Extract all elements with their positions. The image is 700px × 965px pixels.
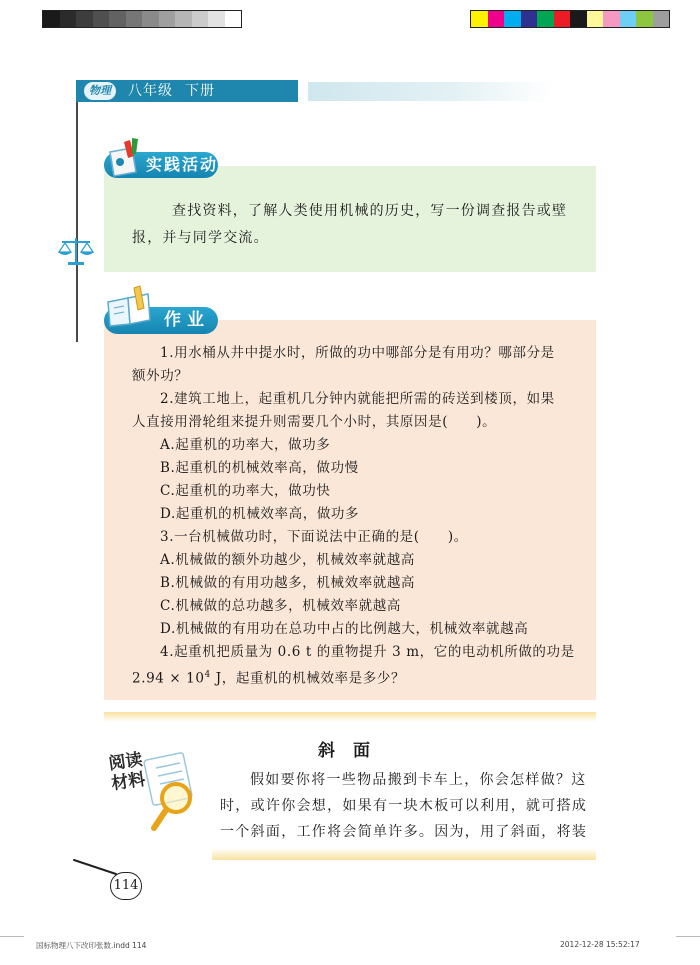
- open-book-icon: [104, 284, 154, 328]
- gray-swatch: [126, 11, 143, 27]
- subject-tab: 物理: [84, 82, 116, 100]
- color-swatch: [537, 11, 554, 27]
- gray-swatch: [225, 11, 242, 27]
- practice-line-2: 报，并与同学交流。: [132, 230, 269, 246]
- grade-label: 八年级: [128, 83, 173, 99]
- gray-swatch: [208, 11, 225, 27]
- homework-title: 作业: [164, 310, 210, 330]
- reading-top-band: [104, 712, 596, 722]
- balance-scale-icon: [58, 236, 94, 266]
- homework-option: C.起重机的功率大，做功快: [160, 483, 331, 499]
- gray-swatch: [159, 11, 176, 27]
- homework-option: A.起重机的功率大，做功多: [160, 437, 331, 453]
- header-grade: [128, 80, 215, 102]
- gray-swatch: [76, 11, 93, 27]
- page-number: 114: [110, 872, 142, 900]
- reading-bottom-band: [212, 848, 596, 860]
- work-question: J，起重机的机械效率是多少？: [210, 670, 406, 687]
- practice-activity-title: 实践活动: [146, 155, 219, 174]
- color-swatch: [570, 11, 587, 27]
- homework-line-last: [132, 664, 405, 686]
- reading-badge-line-2: 材料: [110, 769, 147, 795]
- reading-badge-line-1: 阅读: [107, 749, 144, 775]
- color-swatch: [504, 11, 521, 27]
- gray-swatch: [192, 11, 209, 27]
- homework-line: 4.起重机把质量为 0.6 t 的重物提升 3 m，它的电动机所做的功是: [160, 644, 575, 660]
- color-swatch: [620, 11, 637, 27]
- crop-mark: [0, 936, 24, 937]
- homework-option: D.起重机的机械效率高，做功多: [160, 506, 360, 522]
- gray-registration-strip: [42, 10, 242, 28]
- homework-line: 额外功？: [132, 368, 189, 384]
- homework-line: 人直接用滑轮组来提升则需要几个小时，其原因是( )。: [132, 414, 497, 430]
- color-swatch: [488, 11, 505, 27]
- footer-timestamp: 2012-12-28 15:52:17: [560, 940, 640, 949]
- homework-line: 3.一台机械做功时，下面说法中正确的是( )。: [160, 529, 468, 545]
- reading-line: 一个斜面，工作将会简单许多。因为，用了斜面，将装: [220, 824, 588, 840]
- color-registration-strip: [470, 10, 670, 28]
- color-swatch: [603, 11, 620, 27]
- work-value: 2.94 × 10: [132, 670, 205, 687]
- reading-line: 假如要你将一些物品搬到卡车上，你会怎样做？这: [250, 772, 587, 788]
- homework-line: 2.建筑工地上，起重机几分钟内就能把所需的砖送到楼顶，如果: [160, 391, 555, 407]
- color-swatch: [521, 11, 538, 27]
- footer-filename: 国标物理八下改印张数.indd 114: [36, 941, 147, 950]
- color-swatch: [653, 11, 670, 27]
- gray-swatch: [175, 11, 192, 27]
- reading-badge-text: [107, 750, 146, 794]
- gray-swatch: [43, 11, 60, 27]
- gray-swatch: [93, 11, 110, 27]
- practice-activity-text: [132, 198, 582, 252]
- color-swatch: [471, 11, 488, 27]
- gray-swatch: [142, 11, 159, 27]
- homework-option: B.机械做的有用功越多，机械效率就越高: [160, 575, 416, 591]
- homework-line: 1.用水桶从井中提水时，所做的功中哪部分是有用功？哪部分是: [160, 345, 555, 361]
- gray-swatch: [109, 11, 126, 27]
- margin-rule: [76, 102, 78, 342]
- practice-line-1: 查找资料，了解人类使用机械的历史，写一份调查报告或壁: [172, 203, 568, 219]
- gray-swatch: [60, 11, 77, 27]
- homework-option: C.机械做的总功越多，机械效率就越高: [160, 598, 401, 614]
- reading-title: 斜面: [318, 741, 388, 761]
- homework-option: D.机械做的有用功在总功中占的比例越大，机械效率就越高: [160, 621, 529, 637]
- color-swatch: [554, 11, 571, 27]
- color-swatch: [587, 11, 604, 27]
- header-fade-bar: [308, 82, 553, 101]
- color-swatch: [636, 11, 653, 27]
- crop-mark: [676, 936, 700, 937]
- volume-label: 下册: [185, 83, 215, 99]
- paint-bucket-icon: [102, 138, 148, 180]
- work-exponent: 4: [204, 670, 211, 680]
- reading-line: 时，或许你会想，如果有一块木板可以利用，就可搭成: [220, 798, 588, 814]
- homework-option: A.机械做的额外功越少，机械效率就越高: [160, 552, 415, 568]
- homework-option: B.起重机的机械效率高，做功慢: [160, 460, 359, 476]
